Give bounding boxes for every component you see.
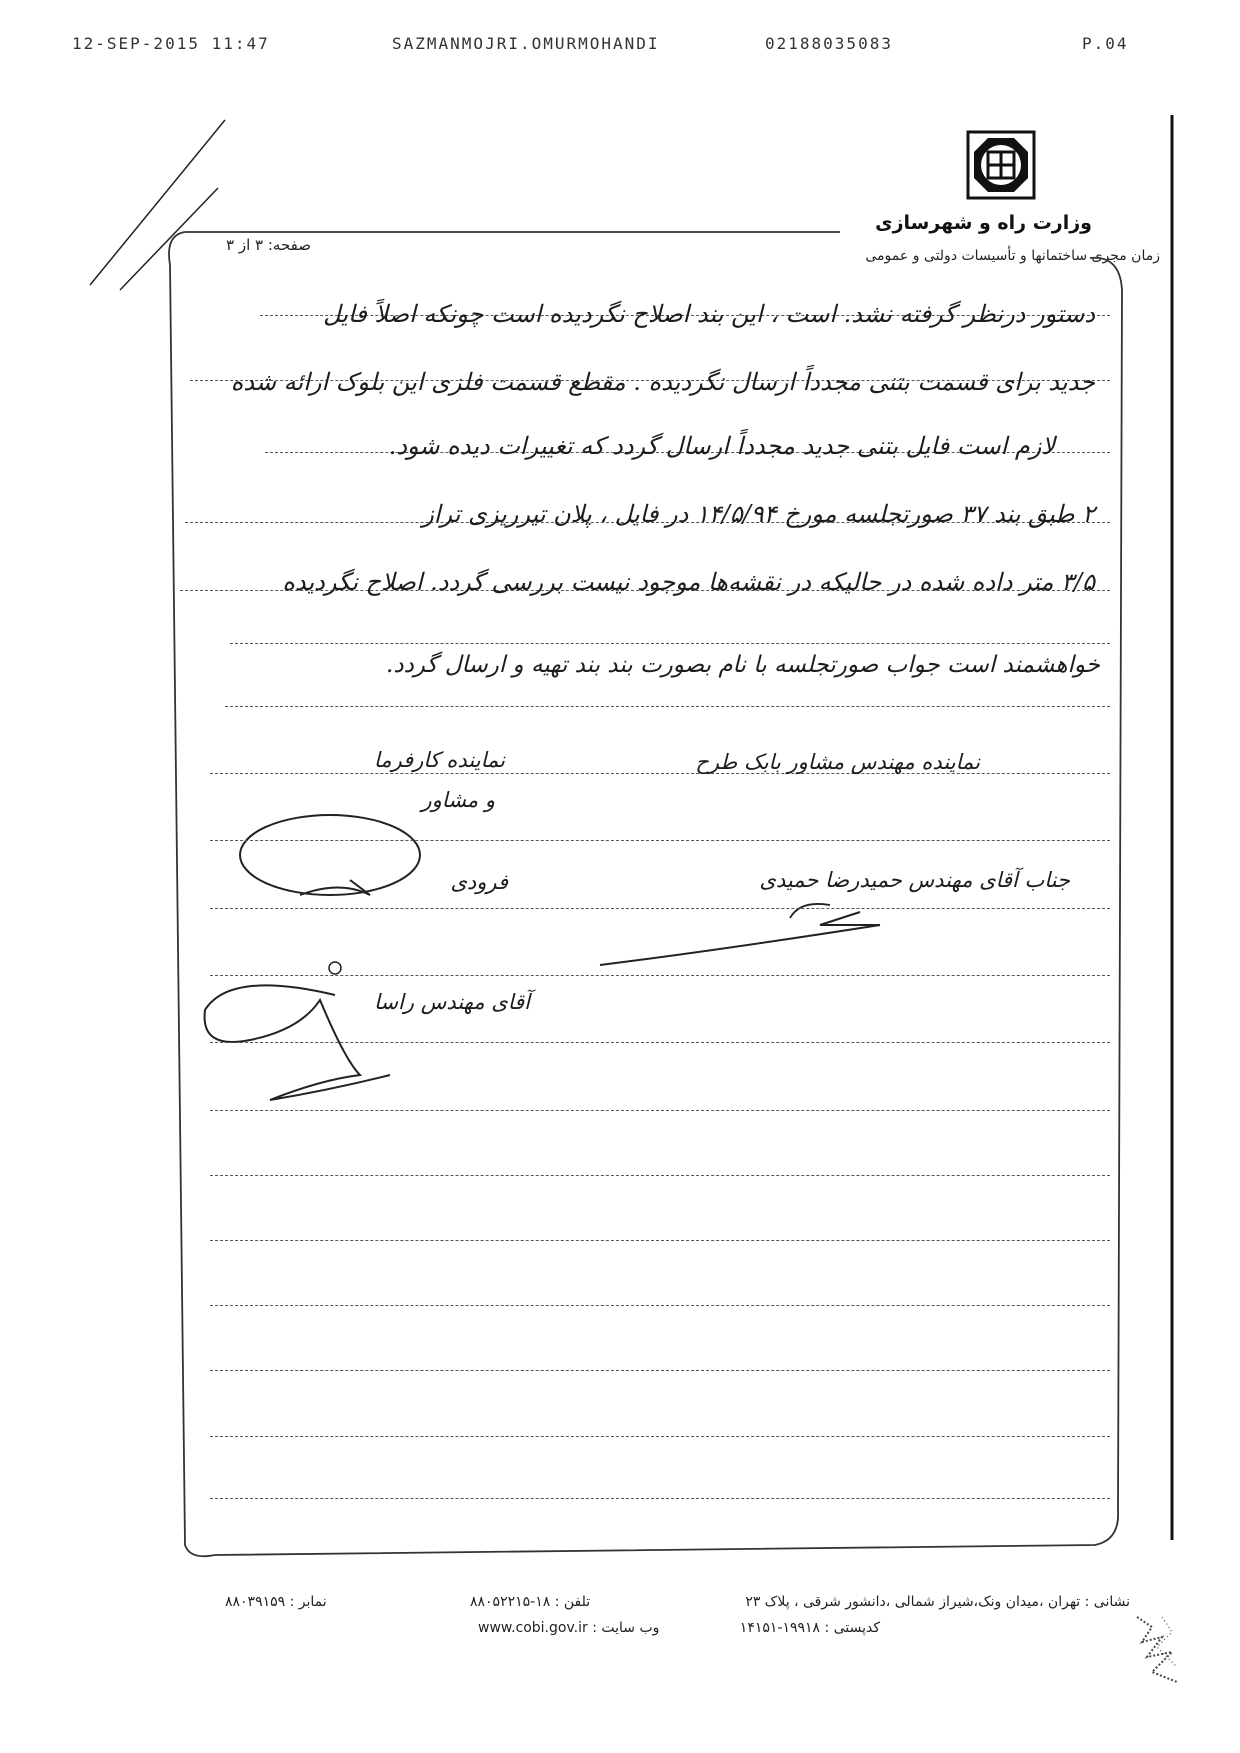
ruled-line (210, 975, 1110, 976)
ruled-line (210, 1305, 1110, 1306)
fax-sender: SAZMANMOJRI.OMURMOHANDI (392, 34, 660, 53)
ruled-line (210, 1240, 1110, 1241)
ruled-line (210, 908, 1110, 909)
body-line-1: دستور درنظر گرفته نشد. است ، این بند اصلاح نگردیده است چونکه اصلاً فایل (323, 300, 1095, 328)
body-line-2: جدید برای قسمت بتنی مجدداً ارسال نگردیده . مقطع قسمت فلزی این بلوک ارائه شده (230, 368, 1095, 396)
fax-phone: 02188035083 (765, 34, 893, 53)
ruled-line (210, 1042, 1110, 1043)
organization-name: زمان مجری ساختمانها و تأسیسات دولتی و عمومی (865, 248, 1160, 264)
signatory-babak-tarh-label: نماینده مهندس مشاور بابک طرح (695, 750, 980, 774)
fax-date-time: 12-SEP-2015 11:47 (72, 34, 270, 53)
body-line-6: خواهشمند است جواب صورتجلسه با نام بصورت بند بند تهیه و ارسال گردد. (386, 652, 1100, 678)
fax-page: P.04 (1082, 34, 1129, 53)
ruled-line (210, 1175, 1110, 1176)
footer-website: www.cobi.gov.ir : وب سایت (478, 1620, 660, 1636)
ruled-line (210, 840, 1110, 841)
ruled-line (210, 1436, 1110, 1437)
body-line-3: لازم است فایل بتنی جدید مجدداً ارسال گردد که تغییرات دیده شود. (388, 432, 1055, 460)
footer-tel: تلفن : ۱۸-۸۸۰۵۲۲۱۵ (470, 1594, 591, 1610)
footer-address: نشانی : تهران ،میدان ونک،شیراز شمالی ،دانشور شرقی ، پلاک ۲۳ (745, 1594, 1130, 1610)
footer-fax: نمابر : ۸۸۰۳۹۱۵۹ (225, 1594, 327, 1610)
stamp-icon (1132, 1612, 1182, 1687)
body-line-4: ۲ طبق بند ۳۷ صورتجلسه مورخ ۱۴/۵/۹۴ در فایل ، پلان تیرریزی تراز (422, 500, 1095, 528)
body-line-5: ۳/۵ متر داده شده در حالیکه در نقشه‌ها موجود نیست بررسی گردد. اصلاح نگردیده (282, 568, 1095, 596)
signatory-rasa: آقای مهندس راسا (374, 990, 530, 1014)
ruled-line (210, 1110, 1110, 1111)
signatory-consultant-label: و مشاور (421, 788, 495, 812)
ministry-name: وزارت راه و شهرسازی (875, 212, 1092, 234)
signatory-farvardi: فرودی (450, 870, 508, 894)
ruled-line (210, 1370, 1110, 1371)
ruled-line (230, 643, 1110, 644)
signatory-client-label: نماینده کارفرما (373, 748, 505, 772)
ruled-line (210, 1498, 1110, 1499)
ruled-line (225, 706, 1110, 707)
page-number: صفحه: ۳ از ۳ (226, 236, 311, 254)
letter-footer (0, 1590, 1240, 1670)
signatory-hamidi: جناب آقای مهندس حمیدرضا حمیدی (759, 868, 1070, 892)
footer-postal-code: کدپستی : ۱۹۹۱۸-۱۴۱۵۱ (739, 1620, 880, 1636)
